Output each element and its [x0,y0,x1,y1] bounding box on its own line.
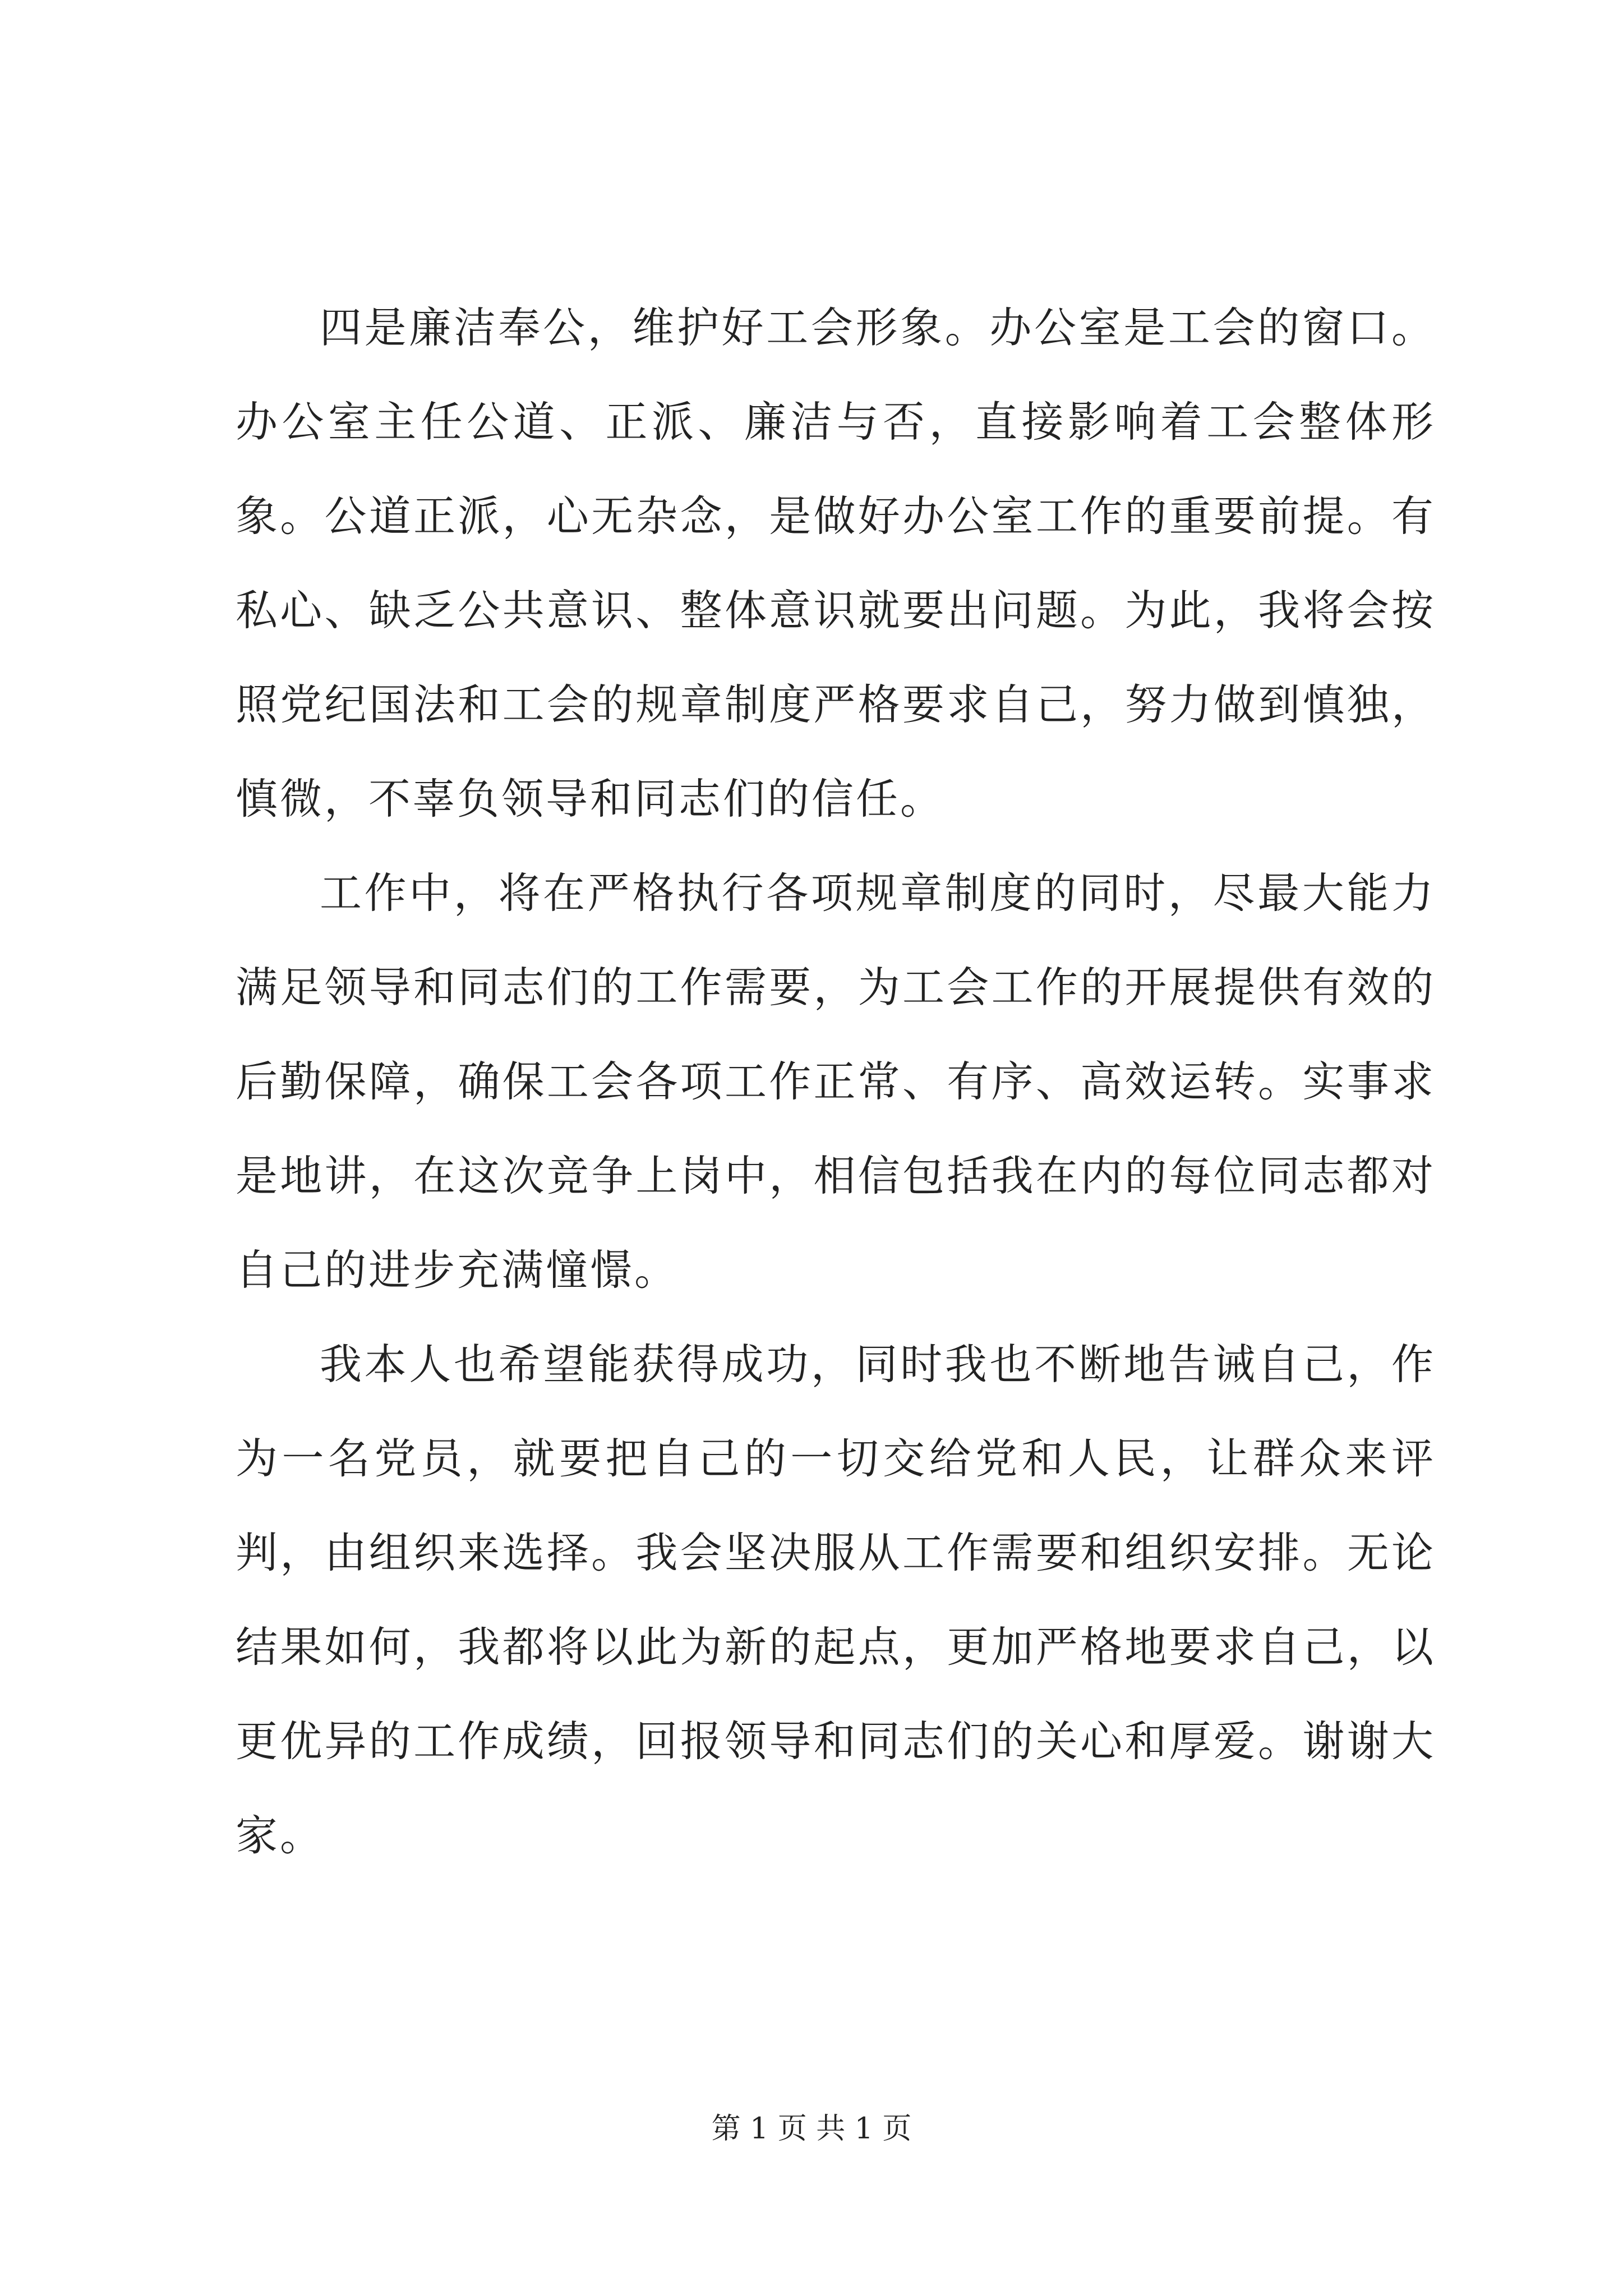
paragraph-1: 四是廉洁奉公，维护好工会形象。办公室是工会的窗口。办公室主任公道、正派、廉洁与否，直接影响着工会整体形象。公道正派，心无杂念，是做好办公室工作的重要前提。有私心、缺乏公共意识、整体意识就要出问题。为此，我将会按照党纪国法和工会的规章制度严格要求自己，努力做到慎独，慎微，不辜负领导和同志们的信任。 [236,303,1436,823]
paragraph-3: 我本人也希望能获得成功，同时我也不断地告诫自己，作为一名党员，就要把自己的一切交给党和人民，让群众来评判，由组织来选择。我会坚决服从工作需要和组织安排。无论结果如何，我都将以此为新的起点，更加严格地要求自己，以更优异的工作成绩，回报领导和同志们的关心和厚爱。谢谢大家。 [236,1340,1436,1860]
paragraph-2: 工作中，将在严格执行各项规章制度的同时，尽最大能力满足领导和同志们的工作需要，为工会工作的开展提供有效的后勤保障，确保工会各项工作正常、有序、高效运转。实事求是地讲，在这次竞争上岗中，相信包括我在内的每位同志都对自己的进步充满憧憬。 [236,868,1436,1295]
document-body [236,280,1436,1883]
page-footer: 第 1 页 共 1 页 [711,2112,912,2146]
